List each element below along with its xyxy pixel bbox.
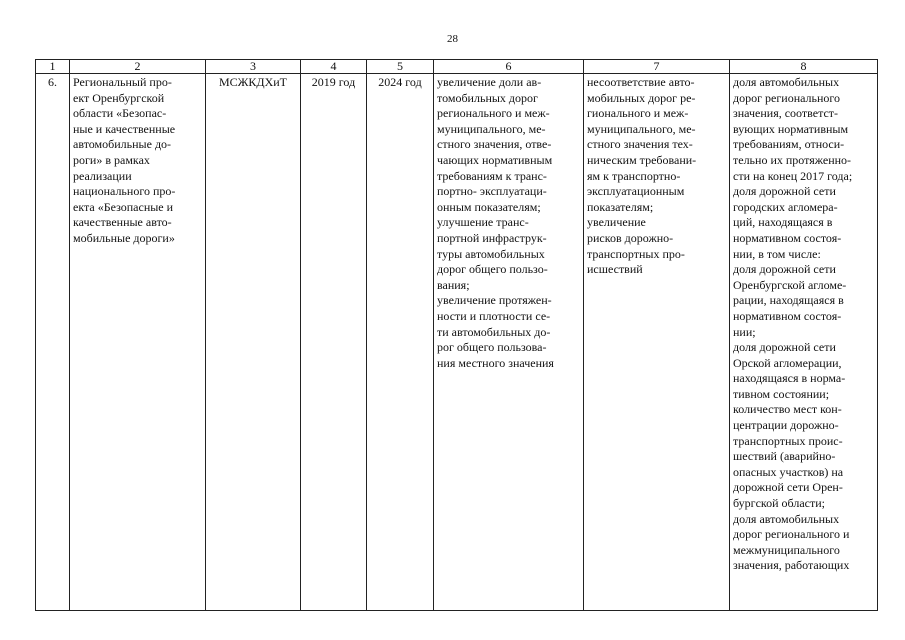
cell-text-line: портно- эксплуатаци- <box>437 184 547 199</box>
cell-text-line: чающих нормативным <box>437 152 553 167</box>
cell-text-line: межмуниципального <box>733 542 840 557</box>
cell-text-line: ект Оренбургской <box>73 90 165 105</box>
column-header-1: 1 <box>36 60 70 74</box>
column-header-7: 7 <box>584 60 730 74</box>
cell-text-line: Оренбургской агломе- <box>733 277 847 292</box>
cell-text-line: показателям; <box>587 199 654 214</box>
cell-text-line: дорожной сети Орен- <box>733 480 843 495</box>
responsible-executor-cell: МСЖКДХиТ <box>206 74 301 611</box>
cell-text-line: национального про- <box>73 184 176 199</box>
cell-text-line: муниципального, ме- <box>587 121 696 136</box>
cell-text-line: гионального и меж- <box>587 106 689 121</box>
project-name-cell <box>70 74 206 611</box>
cell-text-line: количество мест кон- <box>733 402 842 417</box>
cell-text-line: эксплуатационным <box>587 184 685 199</box>
cell-text-line: области «Безопас- <box>73 106 167 121</box>
cell-text-line: екта «Безопасные и <box>73 199 174 214</box>
cell-text-line: дорог регионального <box>733 90 841 105</box>
column-header-6: 6 <box>434 60 584 74</box>
cell-text-line: транспортных проис- <box>733 433 843 448</box>
cell-text-line: стного значения тех- <box>587 137 693 152</box>
cell-text-line: требованиям, относи- <box>733 137 845 152</box>
cell-text-line: доля автомобильных <box>733 75 840 89</box>
cell-text-line: регионального и меж- <box>437 106 550 121</box>
cell-text-line: шествий (аварийно- <box>733 449 836 464</box>
cell-text-line: доля дорожной сети <box>733 184 836 199</box>
end-year-cell: 2024 год <box>367 74 434 611</box>
document-table <box>35 59 878 611</box>
cell-text-line: доля дорожной сети <box>733 340 836 355</box>
indicators-cell <box>730 74 878 611</box>
cell-text-line: увеличение доли ав- <box>437 75 542 89</box>
expected-results-cell <box>434 74 584 611</box>
cell-text-line: увеличение протяжен- <box>437 293 552 308</box>
cell-text-line: доля автомобильных <box>733 511 840 526</box>
cell-text-line: центрации дорожно- <box>733 418 839 433</box>
cell-text-line: доля дорожной сети <box>733 262 836 277</box>
cell-text-line: значения, работающих <box>733 558 850 573</box>
cell-text-line: нормативном состоя- <box>733 308 842 323</box>
cell-text-line: муниципального, ме- <box>437 121 546 136</box>
cell-text-line: требованиям к транс- <box>437 168 547 183</box>
cell-text-line: находящаяся в норма- <box>733 371 846 386</box>
cell-text-line: нии; <box>733 324 756 339</box>
cell-text-line: вания; <box>437 277 470 292</box>
cell-text-line: ническим требовани- <box>587 152 697 167</box>
start-year-cell: 2019 год <box>301 74 367 611</box>
cell-text-line: опасных участков) на <box>733 464 844 479</box>
cell-text-line: транспортных про- <box>587 246 685 261</box>
cell-text-line: мобильные дороги» <box>73 230 175 245</box>
cell-text-line: ния местного значения <box>437 355 554 370</box>
cell-text-line: бургской области; <box>733 496 825 511</box>
column-header-5: 5 <box>367 60 434 74</box>
page-number: 28 <box>447 33 458 45</box>
cell-text-line: рог общего пользова- <box>437 340 547 355</box>
cell-text-line: тивном состоянии; <box>733 386 830 401</box>
column-header-4: 4 <box>301 60 367 74</box>
column-header-3: 3 <box>206 60 301 74</box>
header-row <box>36 60 878 74</box>
cell-text-line: Региональный про- <box>73 75 172 89</box>
cell-text-line: качественные авто- <box>73 215 172 230</box>
cell-text-line: мобильных дорог ре- <box>587 90 696 105</box>
cell-text-line: исшествий <box>587 262 643 277</box>
cell-text-line: дорог общего пользо- <box>437 262 548 277</box>
cell-text-line: ности и плотности се- <box>437 308 551 323</box>
cell-text-line: вующих нормативным <box>733 121 849 136</box>
cell-text-line: Орской агломерации, <box>733 355 842 370</box>
table-row <box>36 74 878 611</box>
cell-text-line: рации, находящаяся в <box>733 293 844 308</box>
cell-text-line: ти автомобильных до- <box>437 324 551 339</box>
cell-text-line: значения, соответст- <box>733 106 839 121</box>
cell-text-line: тельно их протяженно- <box>733 152 852 167</box>
cell-text-line: автомобильные до- <box>73 137 172 152</box>
cell-text-line: нии, в том числе: <box>733 246 821 261</box>
cell-text-line: дорог регионального и <box>733 527 850 542</box>
cell-text-line: роги» в рамках <box>73 152 150 167</box>
column-header-8: 8 <box>730 60 878 74</box>
cell-text-line: сти на конец 2017 года; <box>733 168 853 183</box>
column-header-2: 2 <box>70 60 206 74</box>
cell-text-line: нормативном состоя- <box>733 230 842 245</box>
cell-text-line: несоответствие авто- <box>587 75 695 89</box>
cell-text-line: стного значения, отве- <box>437 137 552 152</box>
cell-text-line: томобильных дорог <box>437 90 538 105</box>
cell-text-line: ций, находящаяся в <box>733 215 833 230</box>
cell-text-line: рисков дорожно- <box>587 230 674 245</box>
consequences-cell <box>584 74 730 611</box>
cell-text-line: городских агломера- <box>733 199 838 214</box>
cell-text-line: ные и качественные <box>73 121 176 136</box>
cell-text-line: улучшение транс- <box>437 215 529 230</box>
cell-text-line: ям к транспортно- <box>587 168 681 183</box>
cell-text-line: реализации <box>73 168 132 183</box>
cell-text-line: увеличение <box>587 215 646 230</box>
cell-text-line: портной инфраструк- <box>437 230 547 245</box>
cell-text-line: туры автомобильных <box>437 246 545 261</box>
cell-text-line: онным показателям; <box>437 199 541 214</box>
row-number-cell: 6. <box>36 74 70 611</box>
